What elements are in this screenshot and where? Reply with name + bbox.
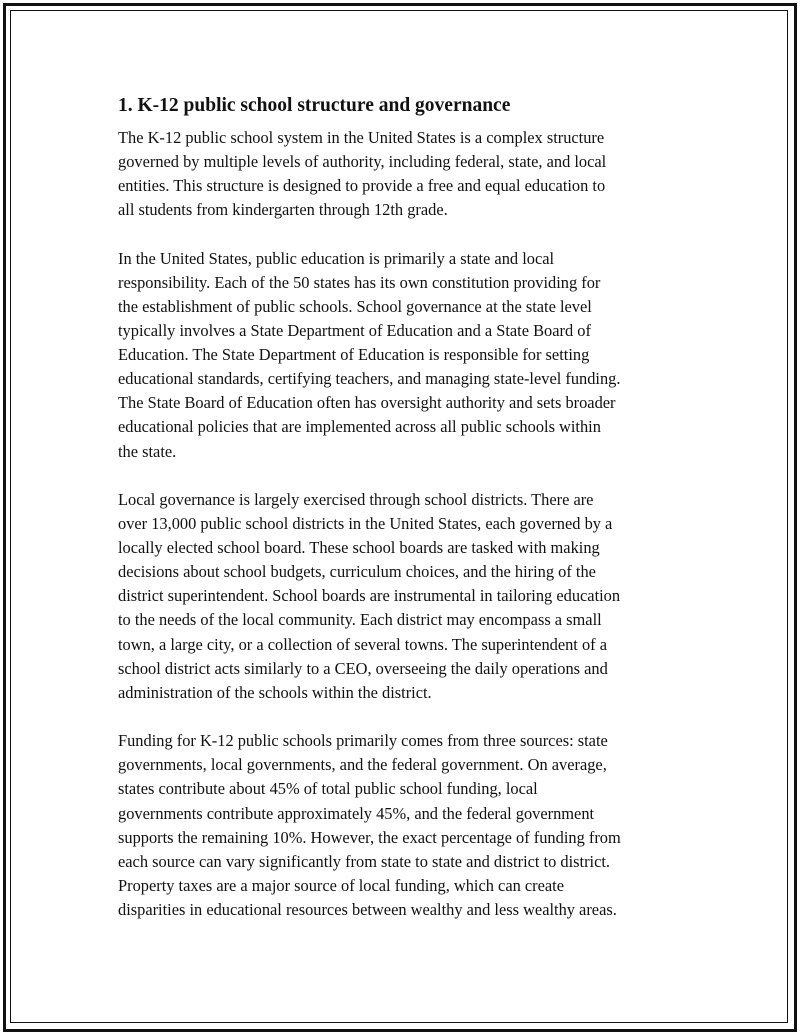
text-line: educational standards, certifying teachers, and managing state-level funding. (118, 369, 621, 389)
text-line: administration of the schools within the district. (118, 682, 432, 702)
text-line: the state. (118, 441, 177, 461)
text-line: town, a large city, or a collection of several towns. The superintendent of a (118, 634, 607, 654)
paragraph (118, 729, 698, 922)
text-line: The State Board of Education often has oversight authority and sets broader (118, 393, 616, 413)
text-line: typically involves a State Department of Education and a State Board of (118, 321, 591, 341)
paragraph (118, 488, 698, 705)
paragraph (118, 247, 698, 464)
text-line: over 13,000 public school districts in the United States, each governed by a (118, 514, 613, 534)
text-line: decisions about school budgets, curriculum choices, and the hiring of the (118, 562, 596, 582)
text-line: Local governance is largely exercised through school districts. There are (118, 490, 594, 509)
text-line: supports the remaining 10%. However, the exact percentage of funding from (118, 827, 621, 847)
text-line: disparities in educational resources between wealthy and less wealthy areas. (118, 899, 617, 919)
text-line: educational policies that are implemented across all public schools within (118, 417, 601, 437)
paragraph (118, 126, 698, 222)
text-line: The K-12 public school system in the United States is a complex structure (118, 128, 605, 147)
document-body (118, 93, 698, 922)
text-line: In the United States, public education is primarily a state and local (118, 248, 555, 268)
text-line: states contribute about 45% of total public school funding, local (118, 779, 538, 799)
text-line: each source can vary significantly from state to state and district to district. (118, 851, 611, 871)
text-line: all students from kindergarten through 12th grade. (118, 200, 448, 220)
section-heading: 1. K-12 public school structure and governance (118, 95, 511, 116)
text-line: to the needs of the local community. Each district may encompass a small (118, 610, 602, 630)
text-line: Property taxes are a major source of local funding, which can create (118, 875, 564, 895)
text-line: district superintendent. School boards are instrumental in tailoring education (118, 586, 621, 606)
text-line: governments, local governments, and the federal government. On average, (118, 755, 607, 775)
text-line: governments contribute approximately 45%, and the federal government (118, 803, 595, 823)
text-line: locally elected school board. These school boards are tasked with making (118, 538, 600, 558)
text-line: school district acts similarly to a CEO, overseeing the daily operations and (118, 658, 608, 678)
paragraph-list (118, 126, 698, 922)
text-line: Education. The State Department of Education is responsible for setting (118, 345, 590, 365)
text-line: entities. This structure is designed to provide a free and equal education to (118, 176, 606, 196)
text-line: Funding for K-12 public schools primarily comes from three sources: state (118, 731, 608, 751)
text-line: the establishment of public schools. School governance at the state level (118, 296, 592, 316)
text-line: responsibility. Each of the 50 states has its own constitution providing for (118, 272, 601, 292)
text-line: governed by multiple levels of authority, including federal, state, and local (118, 152, 607, 172)
